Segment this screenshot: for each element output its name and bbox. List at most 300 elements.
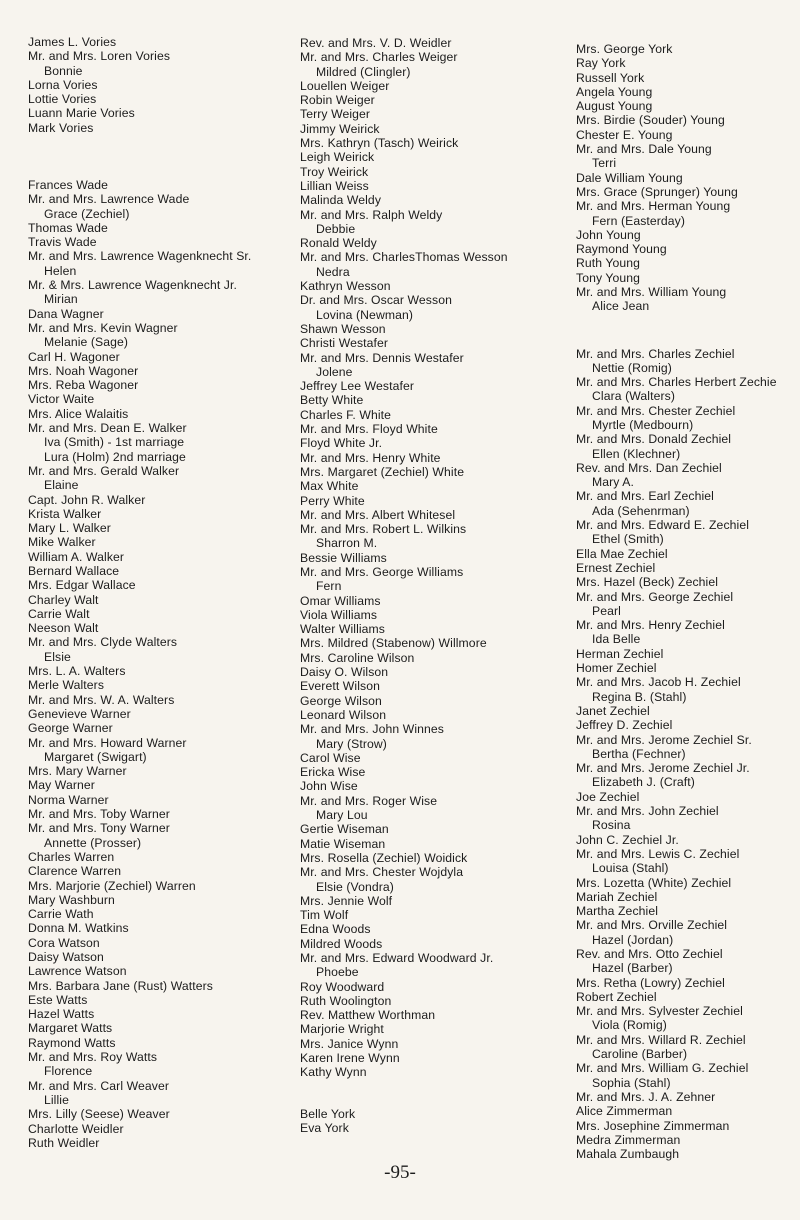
entry-name: Ernest Zechiel <box>576 560 656 575</box>
directory-entry <box>28 1007 293 1021</box>
entry-name: Bessie Williams <box>300 550 387 565</box>
directory-entry <box>576 228 800 242</box>
directory-entry <box>28 364 293 378</box>
entry-family-member: Elaine <box>44 478 79 493</box>
directory-entry <box>576 833 800 847</box>
directory-entry <box>28 707 293 721</box>
entry-family-member: Sophia (Stahl) <box>592 1075 671 1090</box>
entry-name: Mr. and Mrs. Toby Warner <box>28 807 170 822</box>
directory-entry <box>576 271 800 285</box>
entry-name: Mr. and Mrs. Kevin Wagner <box>28 320 178 335</box>
entry-name: Kathy Wynn <box>300 1065 367 1080</box>
entry-name: Mr. and Mrs. Robert L. Wilkins <box>300 522 467 537</box>
directory-entry <box>300 250 570 279</box>
directory-entry <box>300 980 570 994</box>
entry-name: Shawn Wesson <box>300 321 386 336</box>
directory-entry <box>300 465 570 479</box>
entry-name: Mr. and Mrs. William Young <box>576 285 727 300</box>
directory-entry <box>300 665 570 679</box>
entry-name: Mrs. Rosella (Zechiel) Woidick <box>300 850 468 865</box>
entry-family-member: Annette (Prosser) <box>44 835 142 850</box>
entry-name: John Wise <box>300 779 358 794</box>
directory-entry <box>28 249 293 278</box>
directory-entry <box>300 794 570 823</box>
entry-name: Mr. and Mrs. Dale Young <box>576 142 712 157</box>
entry-name: Raymond Young <box>576 242 667 257</box>
directory-entry <box>28 92 293 106</box>
directory-entry <box>300 408 570 422</box>
directory-entry <box>28 664 293 678</box>
entry-name: Mr. and Mrs. Carl Weaver <box>28 1078 170 1093</box>
entry-name: Mr. and Mrs. Lawrence Wade <box>28 192 190 207</box>
entry-name: Mrs. Mary Warner <box>28 764 127 779</box>
entry-name: Mrs. Hazel (Beck) Zechiel <box>576 575 719 590</box>
entry-family-member: Jolene <box>316 364 353 379</box>
directory-entry <box>300 1022 570 1036</box>
directory-entry <box>576 718 800 732</box>
directory-entry <box>576 256 800 270</box>
entry-name: Rev. Matthew Worthman <box>300 1008 436 1023</box>
directory-entry <box>576 199 800 228</box>
directory-entry <box>300 822 570 836</box>
directory-entry <box>300 522 570 551</box>
entry-name: Dr. and Mrs. Oscar Wesson <box>300 293 452 308</box>
directory-entry <box>300 908 570 922</box>
directory-entry <box>28 635 293 664</box>
entry-name: Mr. and Mrs. Donald Zechiel <box>576 432 732 447</box>
directory-entry <box>28 507 293 521</box>
entry-name: Rev. and Mrs. Otto Zechiel <box>576 946 723 961</box>
entry-name: Mr. and Mrs. Jerome Zechiel Sr. <box>576 732 752 747</box>
directory-entry <box>576 1090 800 1104</box>
entry-name: Carrie Wath <box>28 907 94 922</box>
entry-name: Kathryn Wesson <box>300 279 391 294</box>
directory-entry <box>28 936 293 950</box>
entry-name: Marjorie Wright <box>300 1022 384 1037</box>
directory-entry <box>300 479 570 493</box>
entry-name: Mrs. Lilly (Seese) Weaver <box>28 1107 170 1122</box>
entry-family-member: Elsie <box>44 649 71 664</box>
entry-name: Everett Wilson <box>300 679 380 694</box>
entry-name: Terry Weiger <box>300 107 371 122</box>
directory-entry <box>28 235 293 249</box>
entry-family-member: Mildred (Clingler) <box>316 64 411 79</box>
entry-name: Lawrence Watson <box>28 964 127 979</box>
directory-entry <box>28 678 293 692</box>
entry-name: Mrs. Margaret (Zechiel) White <box>300 464 465 479</box>
entry-name: Ericka Wise <box>300 765 366 780</box>
directory-entry <box>300 565 570 594</box>
entry-name: Mr. and Mrs. Chester Wojdyla <box>300 865 464 880</box>
entry-name: Joe Zechiel <box>576 789 640 804</box>
entry-name: Omar Williams <box>300 593 381 608</box>
directory-entry <box>300 651 570 665</box>
entry-family-member: Myrtle (Medbourn) <box>592 418 694 432</box>
directory-entry <box>576 804 800 833</box>
entry-name: George Wilson <box>300 693 382 708</box>
entry-name: Donna M. Watkins <box>28 921 129 936</box>
directory-entry <box>28 764 293 778</box>
directory-entry <box>576 71 800 85</box>
directory-entry <box>300 293 570 322</box>
directory-entry <box>576 547 800 561</box>
entry-name: Walter Williams <box>300 622 386 637</box>
entry-name: Travis Wade <box>28 235 97 250</box>
entry-name: Mr. and Mrs. Loren Vories <box>28 49 171 64</box>
entry-name: August Young <box>576 99 653 114</box>
entry-family-member: Sharron M. <box>316 536 378 551</box>
entry-name: Christi Westafer <box>300 336 389 351</box>
entry-name: Rev. and Mrs. Dan Zechiel <box>576 460 722 475</box>
entry-name: Mr. and Mrs. Roger Wise <box>300 793 438 808</box>
entry-name: May Warner <box>28 778 95 793</box>
directory-entry <box>576 1104 800 1118</box>
entry-name: Roy Woodward <box>300 979 385 994</box>
entry-name: Mrs. Birdie (Souder) Young <box>576 113 725 128</box>
entry-family-member: Clara (Walters) <box>592 389 675 404</box>
entry-name: Victor Waite <box>28 392 95 407</box>
directory-entry <box>28 736 293 765</box>
entry-name: Chester E. Young <box>576 127 673 142</box>
entry-name: Matie Wiseman <box>300 836 386 851</box>
entry-family-member: Phoebe <box>316 965 359 980</box>
directory-entry <box>576 242 800 256</box>
directory-entry <box>300 622 570 636</box>
entry-name: Carrie Walt <box>28 606 90 621</box>
entry-name: Robin Weiger <box>300 93 375 108</box>
entry-name: Mr. and Mrs. Clyde Walters <box>28 635 178 650</box>
entry-name: Leigh Weirick <box>300 150 375 165</box>
directory-entry <box>28 893 293 907</box>
entry-family-member: Pearl <box>592 603 621 618</box>
entry-name: Frances Wade <box>28 177 108 192</box>
directory-entry <box>576 375 800 404</box>
entry-family-member: Elsie (Vondra) <box>316 879 394 894</box>
entry-name: Mike Walker <box>28 535 96 550</box>
entry-name: Louellen Weiger <box>300 78 390 93</box>
entry-name: Mr. and Mrs. Jacob H. Zechiel <box>576 675 741 690</box>
entry-family-member: Lura (Holm) 2nd marriage <box>44 449 186 464</box>
entry-name: Mark Vories <box>28 120 94 135</box>
entry-name: Mr. and Mrs. Floyd White <box>300 422 438 437</box>
entry-name: Floyd White Jr. <box>300 436 383 451</box>
entry-family-member: Margaret (Swigart) <box>44 749 147 764</box>
directory-entry <box>576 185 800 199</box>
entry-name: Perry White <box>300 493 365 508</box>
entry-name: Thomas Wade <box>28 220 108 235</box>
directory-entry <box>28 1050 293 1079</box>
directory-entry <box>576 518 800 547</box>
entry-name: Merle Walters <box>28 678 105 693</box>
directory-entry <box>28 721 293 735</box>
entry-name: Leonard Wilson <box>300 707 387 722</box>
entry-family-member: Alice Jean <box>592 299 650 314</box>
directory-entry <box>576 890 800 904</box>
entry-name: Mr. and Mrs. Henry White <box>300 450 441 465</box>
directory-entry <box>28 693 293 707</box>
entry-name: Ruth Young <box>576 256 641 271</box>
entry-name: Angela Young <box>576 84 653 99</box>
entry-name: Clarence Warren <box>28 864 122 879</box>
entry-family-member: Iva (Smith) - 1st marriage <box>44 435 185 450</box>
name-column-3 <box>576 42 800 1161</box>
directory-entry <box>300 494 570 508</box>
entry-name: Ray York <box>576 56 626 71</box>
entry-family-member: Ellen (Klechner) <box>592 446 681 461</box>
directory-entry <box>28 979 293 993</box>
entry-name: William A. Walker <box>28 549 125 564</box>
entry-family-member: Lillie <box>44 1092 69 1107</box>
entry-name: Eva York <box>300 1121 349 1136</box>
entry-family-member: Rosina <box>592 818 631 833</box>
directory-entry <box>300 122 570 136</box>
entry-name: Herman Zechiel <box>576 646 664 661</box>
directory-entry <box>300 951 570 980</box>
entry-family-member: Fern <box>316 579 342 594</box>
entry-name: Carol Wise <box>300 750 361 765</box>
entry-name: Russell York <box>576 70 645 85</box>
directory-entry <box>28 593 293 607</box>
entry-family-member: Ada (Sehenrman) <box>592 503 690 518</box>
directory-entry <box>300 336 570 350</box>
entry-family-member: Florence <box>44 1064 93 1079</box>
directory-entry <box>28 421 293 464</box>
directory-entry <box>28 807 293 821</box>
entry-name: Mrs. Lozetta (White) Zechiel <box>576 875 732 890</box>
directory-entry <box>300 165 570 179</box>
entry-name: Betty White <box>300 393 364 408</box>
directory-entry <box>300 150 570 164</box>
entry-family-member: Hazel (Barber) <box>592 961 673 976</box>
directory-entry <box>300 236 570 250</box>
directory-entry <box>300 779 570 793</box>
entry-name: Mahala Zumbaugh <box>576 1147 680 1162</box>
directory-entry <box>28 993 293 1007</box>
page-number: -95- <box>384 1162 416 1183</box>
directory-entry <box>300 722 570 751</box>
directory-entry <box>576 489 800 518</box>
directory-entry <box>300 393 570 407</box>
entry-name: Malinda Weldy <box>300 193 382 208</box>
directory-entry <box>300 594 570 608</box>
entry-name: Bernard Wallace <box>28 563 120 578</box>
directory-entry <box>28 1079 293 1108</box>
directory-entry <box>28 1107 293 1121</box>
directory-entry <box>300 351 570 380</box>
entry-name: Mr. and Mrs. Charles Zechiel <box>576 346 735 361</box>
entry-name: Mrs. Barbara Jane (Rust) Watters <box>28 978 213 993</box>
entry-family-member: Louisa (Stahl) <box>592 861 669 876</box>
entry-family-member: Mirian <box>44 292 78 307</box>
directory-entry <box>300 93 570 107</box>
directory-entry <box>28 550 293 564</box>
entry-name: Daisy O. Wilson <box>300 665 389 680</box>
directory-entry <box>576 590 800 619</box>
directory-entry <box>28 778 293 792</box>
entry-name: James L. Vories <box>28 35 117 49</box>
directory-entry <box>300 894 570 908</box>
entry-name: Mr. and Mrs. Tony Warner <box>28 821 170 836</box>
directory-entry <box>300 679 570 693</box>
entry-name: Mr. & Mrs. Lawrence Wagenknecht Jr. <box>28 278 237 293</box>
entry-name: Mary Washburn <box>28 892 115 907</box>
directory-entry <box>576 847 800 876</box>
entry-name: Mr. and Mrs. Dean E. Walker <box>28 421 187 436</box>
directory-entry <box>300 1065 570 1079</box>
directory-entry <box>576 404 800 433</box>
directory-entry <box>28 879 293 893</box>
entry-name: Gertie Wiseman <box>300 822 389 837</box>
entry-name: Robert Zechiel <box>576 989 657 1004</box>
directory-entry <box>576 976 800 990</box>
entry-family-member: Terri <box>592 156 617 171</box>
directory-entry <box>300 837 570 851</box>
directory-entry <box>28 464 293 493</box>
entry-name: Mr. and Mrs. John Zechiel <box>576 804 719 819</box>
entry-name: Mrs. Alice Walaitis <box>28 406 129 421</box>
directory-entry <box>300 322 570 336</box>
entry-family-member: Caroline (Barber) <box>592 1047 688 1062</box>
entry-name: Mr. and Mrs. Albert Whitesel <box>300 507 456 522</box>
directory-entry <box>28 964 293 978</box>
entry-name: Mr. and Mrs. Charles Weiger <box>300 50 458 65</box>
entry-name: Cora Watson <box>28 935 100 950</box>
directory-entry <box>300 50 570 79</box>
entry-name: Mr. and Mrs. Earl Zechiel <box>576 489 714 504</box>
entry-family-member: Bonnie <box>44 63 83 78</box>
entry-name: Troy Weirick <box>300 164 369 179</box>
entry-name: John C. Zechiel Jr. <box>576 832 679 847</box>
entry-family-member: Fern (Easterday) <box>592 213 686 228</box>
section-gap <box>300 1080 570 1107</box>
directory-entry <box>300 708 570 722</box>
entry-name: Mr. and Mrs. Willard R. Zechiel <box>576 1032 746 1047</box>
directory-entry <box>576 990 800 1004</box>
entry-name: Mrs. Reba Wagoner <box>28 378 139 393</box>
entry-name: Dana Wagner <box>28 306 104 321</box>
entry-family-member: Ida Belle <box>592 632 641 647</box>
entry-name: Mrs. Grace (Sprunger) Young <box>576 184 738 199</box>
directory-entry <box>576 347 800 376</box>
directory-entry <box>300 994 570 1008</box>
entry-name: Tim Wolf <box>300 908 349 923</box>
entry-name: Mildred Woods <box>300 936 383 951</box>
directory-entry <box>576 704 800 718</box>
entry-name: Mr. and Mrs. Chester Zechiel <box>576 403 736 418</box>
directory-entry <box>28 535 293 549</box>
directory-entry <box>28 950 293 964</box>
entry-name: Mr. and Mrs. Dennis Westafer <box>300 350 464 365</box>
directory-entry <box>300 79 570 93</box>
entry-name: Mr. and Mrs. Sylvester Zechiel <box>576 1004 743 1019</box>
entry-name: Mr. and Mrs. J. A. Zehner <box>576 1089 716 1104</box>
entry-name: Charles Warren <box>28 849 115 864</box>
entry-name: Jeffrey D. Zechiel <box>576 718 673 733</box>
section-gap <box>576 314 800 347</box>
directory-entry <box>300 1037 570 1051</box>
directory-entry <box>300 1121 570 1135</box>
name-column-1 <box>28 35 293 1150</box>
entry-family-member: Elizabeth J. (Craft) <box>592 775 695 790</box>
entry-name: Mrs. Josephine Zimmerman <box>576 1118 730 1133</box>
entry-name: Mariah Zechiel <box>576 889 658 904</box>
entry-family-member: Helen <box>44 263 77 278</box>
entry-name: Raymond Watts <box>28 1035 116 1050</box>
directory-entry <box>28 278 293 307</box>
directory-entry <box>576 1119 800 1133</box>
entry-family-member: Bertha (Fechner) <box>592 746 686 761</box>
directory-entry <box>28 78 293 92</box>
entry-name: Mr. and Mrs. Edward E. Zechiel <box>576 518 750 533</box>
directory-entry <box>28 864 293 878</box>
directory-entry <box>300 1051 570 1065</box>
directory-entry <box>576 1061 800 1090</box>
directory-entry <box>28 392 293 406</box>
directory-entry <box>28 521 293 535</box>
directory-entry <box>28 106 293 120</box>
directory-entry <box>576 128 800 142</box>
directory-entry <box>300 765 570 779</box>
entry-family-member: Debbie <box>316 221 356 236</box>
directory-entry <box>576 99 800 113</box>
directory-entry <box>300 1008 570 1022</box>
directory-entry <box>28 564 293 578</box>
entry-name: Belle York <box>300 1106 356 1121</box>
entry-family-member: Mary Lou <box>316 808 368 823</box>
directory-entry <box>300 436 570 450</box>
directory-entry <box>576 561 800 575</box>
entry-family-member: Nettie (Romig) <box>592 360 672 375</box>
directory-entry <box>300 694 570 708</box>
entry-name: Mr. and Mrs. Lawrence Wagenknecht Sr. <box>28 249 252 264</box>
entry-name: Max White <box>300 479 359 494</box>
entry-family-member: Regina B. (Stahl) <box>592 689 687 704</box>
directory-entry <box>576 42 800 56</box>
directory-entry <box>28 49 293 78</box>
entry-name: Ruth Woolington <box>300 993 392 1008</box>
directory-entry <box>28 607 293 621</box>
directory-entry <box>300 937 570 951</box>
directory-entry <box>300 379 570 393</box>
directory-entry <box>28 1136 293 1150</box>
directory-entry <box>576 904 800 918</box>
directory-entry <box>28 1036 293 1050</box>
entry-name: Mrs. Edgar Wallace <box>28 578 136 593</box>
entry-name: Tony Young <box>576 270 641 285</box>
entry-name: Jeffrey Lee Westafer <box>300 379 415 394</box>
entry-name: Ella Mae Zechiel <box>576 546 668 561</box>
entry-name: Ronald Weldy <box>300 236 377 251</box>
directory-entry <box>28 121 293 135</box>
entry-name: Krista Walker <box>28 506 102 521</box>
directory-entry <box>28 192 293 221</box>
directory-entry <box>300 851 570 865</box>
directory-entry <box>300 107 570 121</box>
directory-entry <box>28 907 293 921</box>
directory-entry <box>576 1004 800 1033</box>
directory-entry <box>300 193 570 207</box>
entry-name: Mr. and Mrs. George Williams <box>300 564 464 579</box>
entry-name: Mrs. Noah Wagoner <box>28 363 139 378</box>
entry-name: Mrs. Jennie Wolf <box>300 893 393 908</box>
directory-entry <box>300 865 570 894</box>
directory-entry <box>300 751 570 765</box>
directory-entry <box>28 621 293 635</box>
entry-name: Mr. and Mrs. William G. Zechiel <box>576 1061 749 1076</box>
entry-name: Hazel Watts <box>28 1007 95 1022</box>
entry-family-member: Ethel (Smith) <box>592 532 664 547</box>
entry-name: Neeson Walt <box>28 621 99 636</box>
